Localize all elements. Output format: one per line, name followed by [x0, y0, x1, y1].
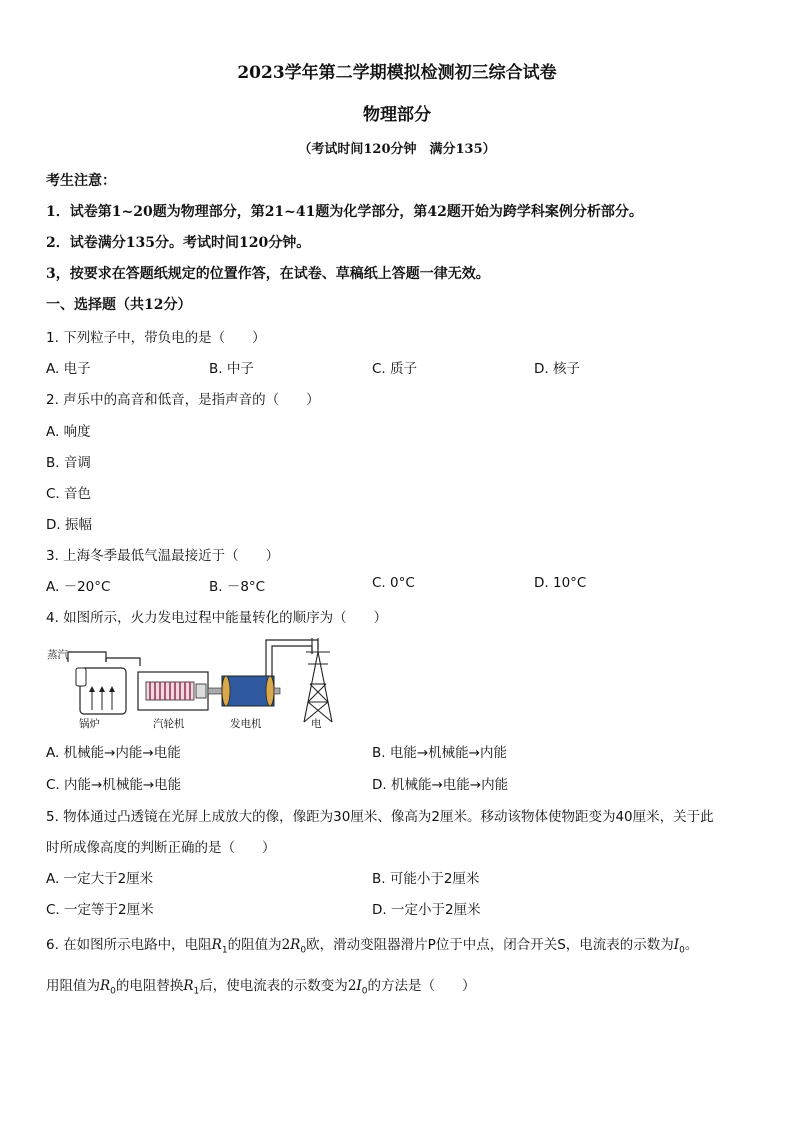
question-3-option-b: B. －8°C	[209, 579, 266, 595]
question-1-stem: 1. 下列粒子中，带负电的是（ ）	[46, 330, 266, 346]
question-6-stem-line2: 用阻值为$R_0$的电阻替换$R_1$后，使电流表的示数变为$2I_0$的方法是（ ）	[46, 978, 476, 997]
transmission-tower-icon	[304, 638, 332, 722]
generator-icon	[222, 676, 280, 706]
question-2-option-a: A. 响度	[46, 424, 91, 440]
question-2-option-c: C. 音色	[46, 486, 92, 502]
figure-label-electric: 电	[311, 718, 322, 730]
question-3-option-c: C. 0°C	[372, 575, 415, 591]
notice-item-3: 3，按要求在答题纸规定的位置作答，在试卷、草稿纸上答题一律无效。	[46, 266, 490, 282]
notice-heading: 考生注意：	[46, 173, 116, 189]
exam-subtitle: 物理部分	[363, 105, 431, 125]
question-4-option-d: D. 机械能→电能→内能	[372, 777, 509, 793]
section-heading: 一、选择题（共12分）	[46, 297, 192, 313]
notice-item-2: 2．试卷满分135分。考试时间120分钟。	[46, 235, 311, 251]
question-5-option-d: D. 一定小于2厘米	[372, 902, 481, 918]
question-4-option-b: B. 电能→机械能→内能	[372, 745, 507, 761]
question-5-stem-line2: 时所成像高度的判断正确的是（ ）	[46, 840, 276, 856]
figure-label-generator: 发电机	[230, 718, 262, 730]
question-5-option-c: C. 一定等于2厘米	[46, 902, 154, 918]
question-3-option-d: D. 10°C	[534, 575, 587, 591]
question-2-option-d: D. 振幅	[46, 517, 92, 533]
question-2-stem: 2. 声乐中的高音和低音，是指声音的（ ）	[46, 392, 320, 408]
question-3-stem: 3. 上海冬季最低气温最接近于（ ）	[46, 548, 280, 564]
question-5-stem-line1: 5. 物体通过凸透镜在光屏上成放大的像，像距为30厘米、像高为2厘米。移动该物体使物距变为40厘米，关于此	[46, 809, 714, 825]
notice-item-1: 1．试卷第1~20题为物理部分，第21~41题为化学部分，第42题开始为跨学科案例分析部分。	[46, 204, 643, 220]
exam-info: （考试时间120分钟 满分135）	[298, 142, 496, 157]
question-5-option-a: A. 一定大于2厘米	[46, 871, 154, 887]
question-1-option-d: D. 核子	[534, 361, 580, 377]
boiler-icon	[76, 668, 126, 714]
turbine-icon	[138, 672, 208, 710]
question-6-stem-line1: 6. 在如图所示电路中，电阻$R_1$的阻值为$2R_0$欧，滑动变阻器滑片P位于中点，闭合开关S，电流表的示数为$I_0$。	[46, 937, 699, 956]
question-5-option-b: B. 可能小于2厘米	[372, 871, 480, 887]
question-1-option-a: A. 电子	[46, 361, 91, 377]
question-4-option-a: A. 机械能→内能→电能	[46, 745, 181, 761]
question-4-option-c: C. 内能→机械能→电能	[46, 777, 182, 793]
figure-label-steam: 蒸汽	[47, 649, 68, 661]
question-4-stem: 4. 如图所示，火力发电过程中能量转化的顺序为（ ）	[46, 610, 388, 626]
question-1-option-b: B. 中子	[209, 361, 254, 377]
question-1-option-c: C. 质子	[372, 361, 418, 377]
exam-title: 2023学年第二学期模拟检测初三综合试卷	[237, 63, 557, 83]
question-3-option-a: A. －20°C	[46, 579, 111, 595]
question-2-option-b: B. 音调	[46, 455, 91, 471]
figure-label-turbine: 汽轮机	[153, 718, 185, 730]
figure-label-boiler: 锅炉	[79, 718, 100, 730]
